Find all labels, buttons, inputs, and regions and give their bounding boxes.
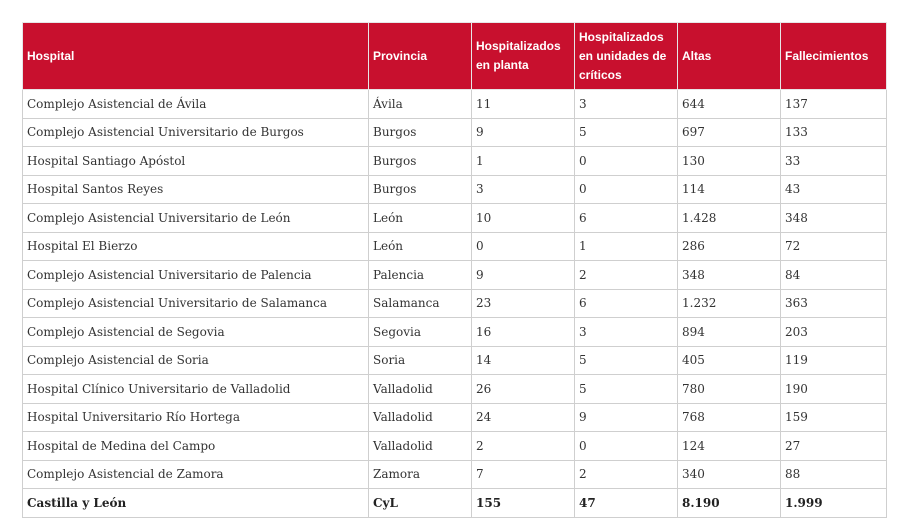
cell-provincia: León: [369, 204, 472, 233]
cell-altas: 348: [678, 261, 781, 290]
cell-criticos: 5: [575, 375, 678, 404]
cell-altas: 768: [678, 403, 781, 432]
cell-altas: 1.232: [678, 289, 781, 318]
cell-fallecimientos: 159: [781, 403, 887, 432]
cell-hospital: Complejo Asistencial de Soria: [23, 346, 369, 375]
total-cell-altas: 8.190: [678, 489, 781, 518]
table-row: [23, 460, 887, 489]
table-row: [23, 375, 887, 404]
cell-fallecimientos: 137: [781, 90, 887, 119]
cell-hospital: Complejo Asistencial Universitario de Burgos: [23, 118, 369, 147]
table-row: [23, 289, 887, 318]
cell-hospital: Hospital Santiago Apóstol: [23, 147, 369, 176]
cell-planta: 24: [472, 403, 575, 432]
cell-criticos: 3: [575, 318, 678, 347]
cell-hospital: Complejo Asistencial Universitario de Salamanca: [23, 289, 369, 318]
total-cell-fallecimientos: 1.999: [781, 489, 887, 518]
cell-criticos: 9: [575, 403, 678, 432]
cell-planta: 10: [472, 204, 575, 233]
table-row: [23, 403, 887, 432]
cell-criticos: 5: [575, 346, 678, 375]
cell-criticos: 3: [575, 90, 678, 119]
table-header-row: [23, 23, 887, 90]
cell-provincia: Burgos: [369, 175, 472, 204]
cell-altas: 697: [678, 118, 781, 147]
table-row: [23, 232, 887, 261]
cell-criticos: 0: [575, 175, 678, 204]
cell-planta: 26: [472, 375, 575, 404]
header-fallecimientos: Fallecimientos: [781, 23, 887, 90]
cell-altas: 114: [678, 175, 781, 204]
cell-provincia: Salamanca: [369, 289, 472, 318]
cell-hospital: Hospital de Medina del Campo: [23, 432, 369, 461]
cell-provincia: Valladolid: [369, 403, 472, 432]
header-hospital: Hospital: [23, 23, 369, 90]
hospital-table-container: [22, 22, 886, 518]
cell-fallecimientos: 133: [781, 118, 887, 147]
cell-fallecimientos: 348: [781, 204, 887, 233]
cell-hospital: Complejo Asistencial Universitario de Palencia: [23, 261, 369, 290]
cell-planta: 7: [472, 460, 575, 489]
hospital-data-table: [22, 22, 887, 518]
cell-altas: 644: [678, 90, 781, 119]
cell-fallecimientos: 84: [781, 261, 887, 290]
table-row: [23, 175, 887, 204]
cell-planta: 2: [472, 432, 575, 461]
total-cell-criticos: 47: [575, 489, 678, 518]
table-row: [23, 346, 887, 375]
table-row: [23, 147, 887, 176]
cell-altas: 1.428: [678, 204, 781, 233]
cell-hospital: Hospital Universitario Río Hortega: [23, 403, 369, 432]
cell-altas: 405: [678, 346, 781, 375]
cell-criticos: 5: [575, 118, 678, 147]
cell-fallecimientos: 190: [781, 375, 887, 404]
cell-fallecimientos: 43: [781, 175, 887, 204]
total-cell-hospital: Castilla y León: [23, 489, 369, 518]
cell-criticos: 0: [575, 432, 678, 461]
cell-hospital: Complejo Asistencial Universitario de León: [23, 204, 369, 233]
cell-provincia: Zamora: [369, 460, 472, 489]
cell-planta: 3: [472, 175, 575, 204]
cell-provincia: León: [369, 232, 472, 261]
cell-hospital: Complejo Asistencial de Zamora: [23, 460, 369, 489]
cell-provincia: Ávila: [369, 90, 472, 119]
cell-criticos: 1: [575, 232, 678, 261]
table-row: [23, 318, 887, 347]
table-row: [23, 261, 887, 290]
cell-provincia: Valladolid: [369, 375, 472, 404]
cell-planta: 23: [472, 289, 575, 318]
cell-altas: 286: [678, 232, 781, 261]
header-provincia: Provincia: [369, 23, 472, 90]
cell-provincia: Valladolid: [369, 432, 472, 461]
cell-hospital: Hospital Santos Reyes: [23, 175, 369, 204]
cell-planta: 11: [472, 90, 575, 119]
header-hospitalizados-planta: Hospitalizados en planta: [472, 23, 575, 90]
cell-fallecimientos: 119: [781, 346, 887, 375]
cell-fallecimientos: 72: [781, 232, 887, 261]
cell-altas: 124: [678, 432, 781, 461]
cell-hospital: Complejo Asistencial de Segovia: [23, 318, 369, 347]
table-row: [23, 204, 887, 233]
cell-criticos: 2: [575, 261, 678, 290]
cell-altas: 780: [678, 375, 781, 404]
total-cell-provincia: CyL: [369, 489, 472, 518]
cell-planta: 16: [472, 318, 575, 347]
cell-criticos: 6: [575, 204, 678, 233]
cell-provincia: Palencia: [369, 261, 472, 290]
cell-hospital: Hospital Clínico Universitario de Valladolid: [23, 375, 369, 404]
cell-planta: 9: [472, 261, 575, 290]
cell-planta: 9: [472, 118, 575, 147]
table-total-row: [23, 489, 887, 518]
header-hospitalizados-criticos: Hospitalizados en unidades de críticos: [575, 23, 678, 90]
cell-provincia: Burgos: [369, 118, 472, 147]
cell-altas: 130: [678, 147, 781, 176]
cell-planta: 0: [472, 232, 575, 261]
cell-altas: 894: [678, 318, 781, 347]
cell-planta: 1: [472, 147, 575, 176]
cell-fallecimientos: 27: [781, 432, 887, 461]
cell-hospital: Hospital El Bierzo: [23, 232, 369, 261]
cell-fallecimientos: 33: [781, 147, 887, 176]
cell-provincia: Burgos: [369, 147, 472, 176]
cell-criticos: 2: [575, 460, 678, 489]
cell-provincia: Segovia: [369, 318, 472, 347]
cell-provincia: Soria: [369, 346, 472, 375]
cell-altas: 340: [678, 460, 781, 489]
cell-fallecimientos: 203: [781, 318, 887, 347]
cell-criticos: 0: [575, 147, 678, 176]
table-row: [23, 432, 887, 461]
table-row: [23, 118, 887, 147]
total-cell-planta: 155: [472, 489, 575, 518]
table-row: [23, 90, 887, 119]
cell-fallecimientos: 363: [781, 289, 887, 318]
cell-planta: 14: [472, 346, 575, 375]
cell-criticos: 6: [575, 289, 678, 318]
header-altas: Altas: [678, 23, 781, 90]
cell-fallecimientos: 88: [781, 460, 887, 489]
cell-hospital: Complejo Asistencial de Ávila: [23, 90, 369, 119]
